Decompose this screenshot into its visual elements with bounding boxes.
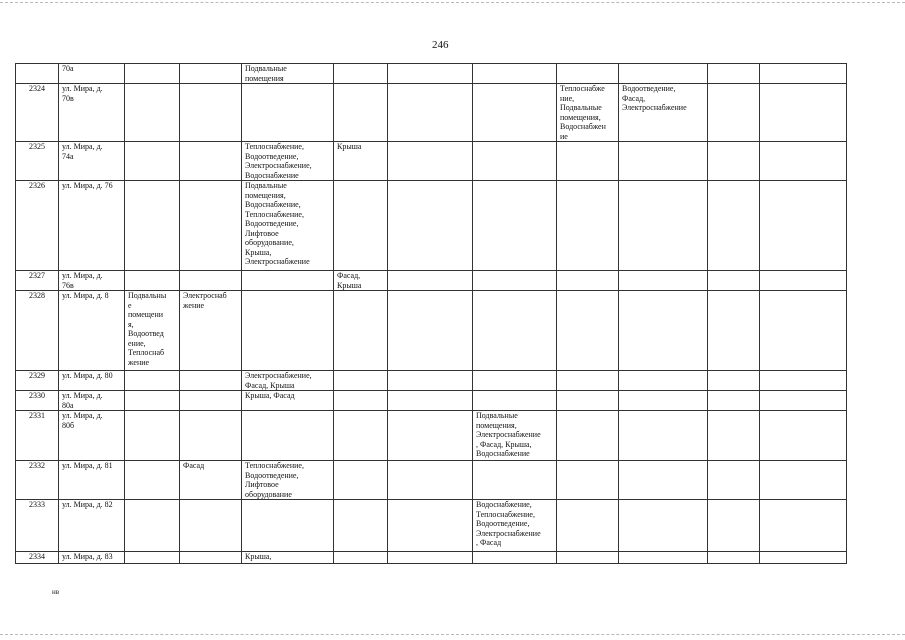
address-cell [59, 552, 125, 564]
col-4-cell [334, 461, 388, 500]
col-6-cell [473, 411, 557, 461]
col-5-cell [388, 411, 473, 461]
col-7-cell [557, 371, 619, 391]
col-2-cell [180, 271, 242, 291]
cell-text: Крыша [337, 142, 362, 151]
cell-text: Теплоснабже ние, Подвальные помещения, Водоснабжен ие [560, 84, 606, 141]
cell-text: Водоотведение, Фасад, Электроснабжение [622, 84, 687, 112]
cell-text: ул. Мира, д. 76 [62, 181, 113, 190]
col-9-cell [708, 291, 760, 371]
row-number [16, 500, 59, 552]
col-9-cell [708, 181, 760, 271]
scan-edge-top [0, 2, 905, 3]
footer-mark: нв [52, 588, 60, 596]
address-cell [59, 142, 125, 181]
cell-text: ул. Мира, д. 8 [62, 291, 109, 300]
row-number [16, 142, 59, 181]
col-3-cell [242, 411, 334, 461]
cell-text: ул. Мира, д. 74а [62, 142, 103, 161]
col-8-cell [619, 64, 708, 84]
col-3-cell [242, 142, 334, 181]
row-number [16, 84, 59, 142]
col-9-cell [708, 461, 760, 500]
col-10-cell [760, 291, 847, 371]
col-6-cell [473, 271, 557, 291]
col-3-cell [242, 461, 334, 500]
col-2-cell [180, 64, 242, 84]
col-1-cell [125, 461, 180, 500]
col-2-cell [180, 291, 242, 371]
cell-text: Крыша, Фасад [245, 391, 295, 400]
col-8-cell [619, 552, 708, 564]
col-4-cell [334, 181, 388, 271]
col-9-cell [708, 371, 760, 391]
cell-text: Теплоснабжение, Водоотведение, Электроснабжение, Водоснабжение [245, 142, 312, 180]
col-3-cell [242, 181, 334, 271]
col-10-cell [760, 142, 847, 181]
col-7-cell [557, 64, 619, 84]
col-7-cell [557, 552, 619, 564]
col-3-cell [242, 84, 334, 142]
col-3-cell [242, 500, 334, 552]
col-1-cell [125, 411, 180, 461]
col-6-cell [473, 84, 557, 142]
col-4-cell [334, 64, 388, 84]
col-4-cell [334, 411, 388, 461]
col-4-cell [334, 271, 388, 291]
col-6-cell [473, 142, 557, 181]
col-10-cell [760, 552, 847, 564]
col-9-cell [708, 552, 760, 564]
table-row [16, 291, 847, 371]
address-cell [59, 181, 125, 271]
table-row [16, 271, 847, 291]
cell-text: 2326 [29, 181, 45, 190]
cell-text: 2331 [29, 411, 45, 420]
cell-text: ул. Мира, д. 82 [62, 500, 113, 509]
address-cell [59, 64, 125, 84]
col-1-cell [125, 271, 180, 291]
col-8-cell [619, 461, 708, 500]
col-9-cell [708, 84, 760, 142]
col-6-cell [473, 500, 557, 552]
cell-text: 2329 [29, 371, 45, 380]
col-7-cell [557, 291, 619, 371]
col-7-cell [557, 181, 619, 271]
col-2-cell [180, 391, 242, 411]
col-1-cell [125, 371, 180, 391]
cell-text: Фасад [183, 461, 205, 470]
col-7-cell [557, 411, 619, 461]
table-row [16, 552, 847, 564]
col-3-cell [242, 64, 334, 84]
col-6-cell [473, 371, 557, 391]
col-1-cell [125, 84, 180, 142]
cell-text: ул. Мира, д. 83 [62, 552, 113, 561]
col-2-cell [180, 411, 242, 461]
col-7-cell [557, 84, 619, 142]
table-row [16, 64, 847, 84]
col-10-cell [760, 371, 847, 391]
row-number [16, 64, 59, 84]
address-cell [59, 291, 125, 371]
col-7-cell [557, 391, 619, 411]
cell-text: Электроснабжение, Фасад, Крыша [245, 371, 312, 390]
col-4-cell [334, 391, 388, 411]
col-1-cell [125, 291, 180, 371]
col-5-cell [388, 371, 473, 391]
table-row [16, 391, 847, 411]
col-10-cell [760, 84, 847, 142]
cell-text: 2324 [29, 84, 45, 93]
col-4-cell [334, 371, 388, 391]
address-cell [59, 500, 125, 552]
cell-text: 2328 [29, 291, 45, 300]
cell-text: Водоснабжение, Теплоснабжение, Водоотведение, Электроснабжение , Фасад [476, 500, 541, 547]
col-3-cell [242, 271, 334, 291]
cell-text: Подвальные помещения [245, 64, 287, 83]
cell-text: Подвальные помещения, Водоснабжение, Теплоснабжение, Водоотведение, Лифтовое оборудование, Крыша, Электроснабжение [245, 181, 310, 266]
col-8-cell [619, 142, 708, 181]
col-1-cell [125, 142, 180, 181]
table-row [16, 142, 847, 181]
cell-text: Электроснаб жение [183, 291, 227, 310]
table-row [16, 371, 847, 391]
col-6-cell [473, 181, 557, 271]
row-number [16, 461, 59, 500]
cell-text: Подвальные помещения, Электроснабжение , Фасад, Крыша, Водоснабжение [476, 411, 541, 458]
col-10-cell [760, 500, 847, 552]
col-9-cell [708, 142, 760, 181]
address-cell [59, 461, 125, 500]
cell-text: ул. Мира, д. 76в [62, 271, 103, 290]
col-4-cell [334, 500, 388, 552]
col-5-cell [388, 64, 473, 84]
col-8-cell [619, 391, 708, 411]
col-2-cell [180, 552, 242, 564]
col-10-cell [760, 181, 847, 271]
col-5-cell [388, 181, 473, 271]
row-number [16, 291, 59, 371]
col-5-cell [388, 84, 473, 142]
cell-text: 2333 [29, 500, 45, 509]
row-number [16, 411, 59, 461]
col-6-cell [473, 391, 557, 411]
col-8-cell [619, 500, 708, 552]
cell-text: Теплоснабжение, Водоотведение, Лифтовое оборудование [245, 461, 304, 499]
col-1-cell [125, 552, 180, 564]
col-6-cell [473, 64, 557, 84]
row-number [16, 552, 59, 564]
address-cell [59, 271, 125, 291]
col-2-cell [180, 142, 242, 181]
col-9-cell [708, 271, 760, 291]
table-row [16, 461, 847, 500]
row-number [16, 391, 59, 411]
scan-edge-bottom [0, 634, 905, 635]
col-9-cell [708, 391, 760, 411]
col-3-cell [242, 291, 334, 371]
col-6-cell [473, 461, 557, 500]
col-6-cell [473, 552, 557, 564]
col-5-cell [388, 142, 473, 181]
col-5-cell [388, 291, 473, 371]
col-10-cell [760, 461, 847, 500]
col-8-cell [619, 181, 708, 271]
col-8-cell [619, 271, 708, 291]
col-9-cell [708, 500, 760, 552]
col-2-cell [180, 371, 242, 391]
col-7-cell [557, 500, 619, 552]
cell-text: 2327 [29, 271, 45, 280]
col-1-cell [125, 64, 180, 84]
cell-text: Подвальны е помещени я, Водоотвед ение, Теплоснаб жение [128, 291, 167, 367]
col-9-cell [708, 411, 760, 461]
col-6-cell [473, 291, 557, 371]
col-3-cell [242, 371, 334, 391]
col-5-cell [388, 271, 473, 291]
col-3-cell [242, 552, 334, 564]
col-8-cell [619, 411, 708, 461]
cell-text: 2330 [29, 391, 45, 400]
address-cell [59, 391, 125, 411]
register-table [15, 63, 847, 564]
cell-text: 70а [62, 64, 74, 73]
col-7-cell [557, 461, 619, 500]
col-1-cell [125, 500, 180, 552]
col-5-cell [388, 552, 473, 564]
col-2-cell [180, 500, 242, 552]
cell-text: ул. Мира, д. 80б [62, 411, 103, 430]
col-10-cell [760, 64, 847, 84]
address-cell [59, 411, 125, 461]
row-number [16, 371, 59, 391]
col-2-cell [180, 84, 242, 142]
col-1-cell [125, 181, 180, 271]
col-8-cell [619, 84, 708, 142]
col-7-cell [557, 271, 619, 291]
cell-text: ул. Мира, д. 80 [62, 371, 113, 380]
col-4-cell [334, 142, 388, 181]
col-5-cell [388, 461, 473, 500]
col-4-cell [334, 291, 388, 371]
cell-text: 2325 [29, 142, 45, 151]
cell-text: 2334 [29, 552, 45, 561]
cell-text: ул. Мира, д. 81 [62, 461, 113, 470]
cell-text: 2332 [29, 461, 45, 470]
table-row [16, 411, 847, 461]
col-10-cell [760, 391, 847, 411]
cell-text: ул. Мира, д. 80а [62, 391, 103, 410]
col-8-cell [619, 291, 708, 371]
col-10-cell [760, 271, 847, 291]
cell-text: Фасад, Крыша [337, 271, 362, 290]
col-4-cell [334, 552, 388, 564]
col-4-cell [334, 84, 388, 142]
page-number: 246 [432, 39, 449, 51]
col-5-cell [388, 500, 473, 552]
cell-text: Крыша, [245, 552, 272, 561]
col-9-cell [708, 64, 760, 84]
address-cell [59, 84, 125, 142]
address-cell [59, 371, 125, 391]
col-10-cell [760, 411, 847, 461]
col-2-cell [180, 461, 242, 500]
col-3-cell [242, 391, 334, 411]
cell-text: ул. Мира, д. 70в [62, 84, 103, 103]
table-row [16, 84, 847, 142]
col-5-cell [388, 391, 473, 411]
col-1-cell [125, 391, 180, 411]
row-number [16, 271, 59, 291]
col-2-cell [180, 181, 242, 271]
col-7-cell [557, 142, 619, 181]
table-row [16, 181, 847, 271]
table-row [16, 500, 847, 552]
col-8-cell [619, 371, 708, 391]
row-number [16, 181, 59, 271]
